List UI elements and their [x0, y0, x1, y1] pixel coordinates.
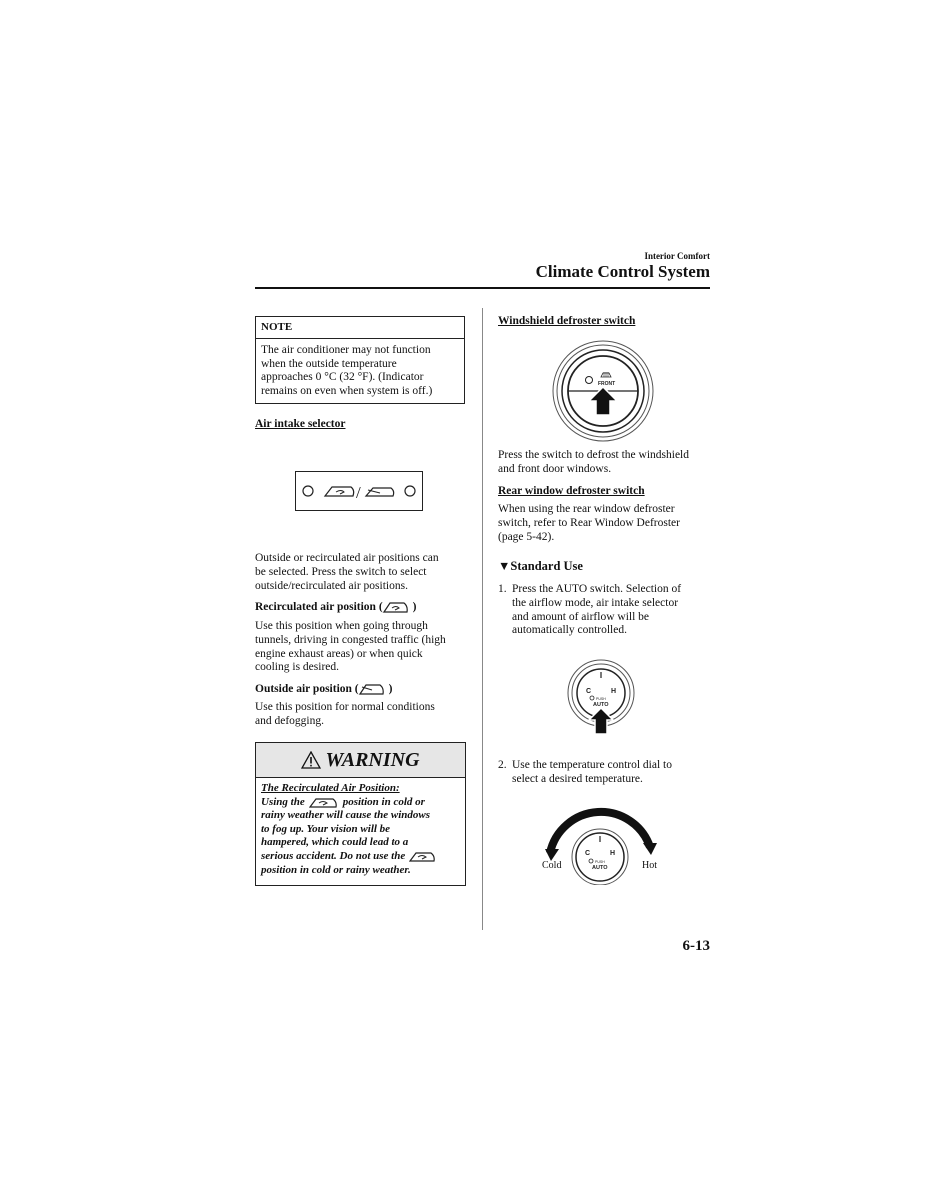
front-label: FRONT [598, 381, 616, 387]
hot-label: Hot [642, 860, 657, 871]
recirculated-air-icon [383, 601, 409, 613]
indicator-light-icon [405, 486, 415, 496]
svg-text:AUTO: AUTO [593, 702, 609, 708]
warning-title: WARNING [325, 748, 420, 771]
recirculated-air-heading: Recirculated air position ( ) [255, 601, 417, 613]
svg-text:H: H [610, 850, 616, 857]
svg-text:C: C [586, 688, 592, 695]
recirculated-air-icon [409, 851, 437, 862]
recirculated-air-icon [325, 487, 354, 496]
cold-label: Cold [542, 860, 562, 871]
svg-text:PUSH: PUSH [596, 697, 606, 701]
list-item: 1. Press the AUTO switch. Selection of the airflow mode, air intake selector and amount of airflow will be automatically controlled. [498, 583, 682, 637]
air-intake-heading: Air intake selector [255, 418, 346, 430]
air-intake-description: Outside or recirculated air positions can be selected. Press the switch to select outside/recirculated air positions. [255, 552, 439, 592]
svg-text:H: H [611, 688, 617, 695]
header-divider [255, 287, 710, 289]
warning-heading: The Recirculated Air Position: [261, 782, 400, 794]
rear-defroster-description: When using the rear window defroster switch, refer to Rear Window Defroster (page 5-42). [498, 503, 680, 543]
svg-text:PUSH: PUSH [595, 860, 605, 864]
outside-air-icon [366, 488, 394, 496]
standard-use-heading: ▼Standard Use [498, 559, 583, 573]
svg-text:AUTO: AUTO [592, 865, 608, 871]
column-divider [482, 308, 483, 930]
windshield-defroster-heading: Windshield defroster switch [498, 315, 636, 327]
note-line: approaches 0 °C (32 °F). (Indicator [261, 371, 424, 384]
windshield-defroster-description: Press the switch to defrost the windshield and front door windows. [498, 449, 690, 475]
warning-header [256, 743, 465, 778]
page-title: Climate Control System [535, 262, 710, 281]
section-marker-icon: ▼ [498, 559, 511, 573]
note-box [255, 316, 465, 404]
section-label: Interior Comfort [644, 251, 710, 261]
recirculated-air-icon [309, 797, 339, 808]
note-heading: NOTE [256, 317, 464, 339]
recirculated-air-description: Use this position when going through tunnels, driving in congested traffic (high engine exhaust areas) or when quick cooling is desired. [255, 620, 446, 674]
outside-air-description: Use this position for normal conditions and defogging. [255, 701, 435, 727]
rear-defroster-heading: Rear window defroster switch [498, 485, 645, 497]
list-item: 2. Use the temperature control dial to select a desired temperature. [498, 759, 672, 785]
svg-text:C: C [585, 850, 591, 857]
note-line: The air conditioner may not function [261, 344, 431, 356]
slash-separator: / [356, 483, 361, 502]
temperature-dial-illustration [545, 805, 660, 885]
page-number: 6-13 [682, 938, 710, 954]
warning-box [255, 742, 466, 886]
note-line: when the outside temperature [261, 357, 397, 370]
outside-air-heading: Outside air position ( ) [255, 683, 393, 695]
air-intake-switch-illustration [295, 471, 423, 511]
indicator-light-icon [303, 486, 313, 496]
warning-triangle-icon [301, 751, 321, 769]
outside-air-icon [359, 683, 385, 695]
warning-body: The Recirculated Air Position: Using the position in cold or rainy weather will cause the windows to fog up. Your vision will be hampered, which could lead to a serious accident. Do not use the position in cold or rainy weather. [256, 778, 465, 881]
note-body [256, 339, 464, 403]
note-line: remains on even when system is off.) [261, 384, 433, 397]
windshield-defroster-illustration [551, 339, 655, 443]
auto-switch-illustration [566, 658, 636, 738]
